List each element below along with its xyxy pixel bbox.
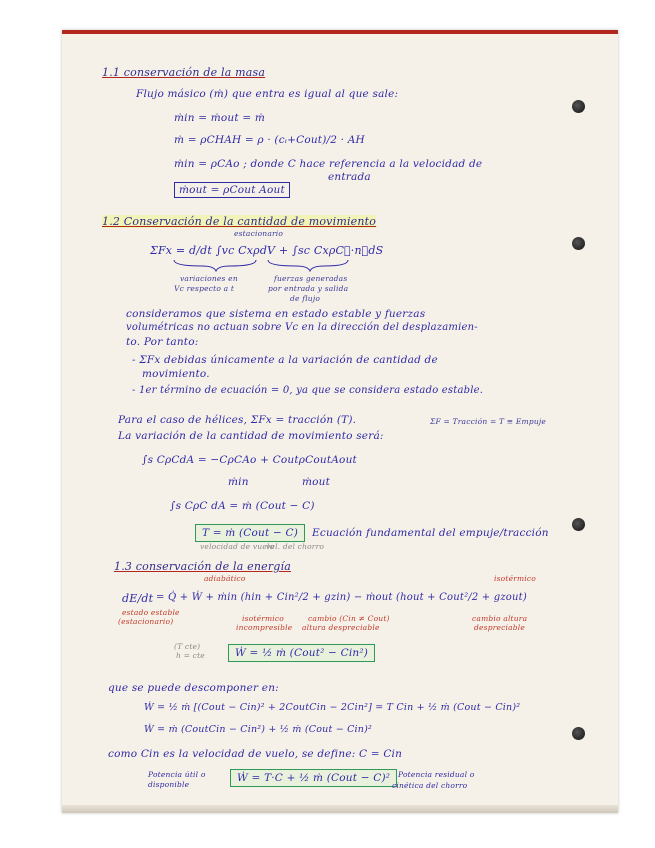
thrust-equation-note: Ecuación fundamental del empuje/tracción: [312, 527, 549, 539]
label-negligible: despreciable: [474, 623, 526, 632]
bullet-1: - ΣFx debidas únicamente a la variación de cantidad de: [132, 354, 438, 366]
label-useful-power-2: disponible: [148, 780, 190, 789]
bullet-2: - 1er término de ecuación = 0, ya que se considera estado estable.: [132, 385, 484, 396]
final-power-equation: Ẇ = T·C + ½ ṁ (Cout − C)²: [230, 769, 397, 787]
label-isothermal-top: isotérmico: [494, 574, 537, 583]
energy-eq: = Q̇ + Ẇ + ṁin (hin + Cin²/2 + gzin) − ṁout (hout + Cout²/2 + gzout): [156, 592, 527, 603]
label-residual-power-1: Potencia residual o: [398, 770, 475, 779]
label-altitude: altura despreciable: [302, 623, 380, 632]
binder-hole: [572, 237, 585, 250]
notebook-page: [62, 30, 618, 813]
thrust-equation: T = ṁ (Cout − C): [195, 524, 305, 542]
binder-hole: [572, 727, 585, 740]
binder-hole: [572, 100, 585, 113]
binder-hole: [572, 518, 585, 531]
momentum-para-2: volumétricas no actuan sobre Vc en la dirección del desplazamien-: [126, 322, 478, 333]
momentum-eq-6: ∫s CρC dA = ṁ (Cout − C): [170, 500, 315, 512]
decompose-intro: que se puede descomponer en:: [108, 682, 279, 694]
mass-eq-2: ṁ = ρCHAH = ρ · (cᵢ+Cout)/2 · AH: [174, 134, 365, 146]
momentum-eq: ΣFx = d/dt ∫vc CxρdV + ∫sc CxρC⃗·n⃗dS: [150, 244, 384, 257]
momentum-eq-5: ∫s CρCdA = −CρCAo + CoutρCoutAout: [142, 454, 357, 466]
label-residual-power-2: cinética del chorro: [392, 781, 468, 790]
mass-eq-3-cont: entrada: [328, 171, 371, 183]
page-top-edge: [62, 30, 618, 34]
mass-intro: Flujo másico (ṁ) que entra es igual al que sale:: [136, 88, 399, 100]
work-eq-2: Ẇ = ½ ṁ [(Cout − Cin)² + 2CoutCin − 2Cin²] = T Cin + ½ ṁ (Cout − Cin)²: [144, 702, 521, 713]
work-eq-3: Ẇ = ṁ (CoutCin − Cin²) + ½ ṁ (Cout − Cin)²: [144, 724, 373, 735]
bullet-1-cont: movimiento.: [142, 368, 210, 380]
mass-eq-3: ṁin = ρCAo ; donde C hace referencia a la velocidad de: [174, 158, 483, 170]
section-heading-energy: 1.3 conservación de la energía: [114, 560, 292, 573]
energy-lhs: dE/dt: [122, 592, 154, 605]
label-altitude-change: cambio altura: [472, 614, 528, 623]
label-stable: estado estable: [122, 608, 180, 617]
label-useful-power-1: Potencia útil o: [148, 770, 206, 779]
label-h-const: h = cte: [176, 651, 205, 660]
thrust-label-jet: vel. del chorro: [266, 542, 325, 551]
page-bottom-shadow: [62, 805, 618, 813]
label-change: cambio (Cin ≠ Cout): [308, 614, 390, 623]
thrust-label-flight: velocidad de vuelo: [200, 542, 275, 551]
label-incompressible: incompresible: [236, 623, 293, 632]
momentum-variation-intro: La variación de la cantidad de movimiento será:: [118, 430, 384, 442]
work-equation: Ẇ = ½ ṁ (Cout² − Cin²): [228, 644, 375, 662]
momentum-para-3: to. Por tanto:: [126, 336, 199, 348]
label-forces-3: de flujo: [290, 294, 321, 303]
label-forces-2: por entrada y salida: [268, 284, 349, 293]
label-adiabatic: adiabático: [204, 574, 246, 583]
label-variations-1: variaciones en: [180, 274, 238, 283]
propeller-note: ΣF = Tracción = T ≡ Empuje: [430, 417, 547, 426]
label-t-const: (T cte): [174, 642, 201, 651]
m-in-label: ṁin: [228, 476, 249, 488]
stationary-note: estacionario: [234, 229, 284, 238]
underbraces: [172, 258, 352, 272]
propeller-para: Para el caso de hélices, ΣFx = tracción (T).: [118, 414, 357, 426]
section-heading-mass: 1.1 conservación de la masa: [102, 66, 266, 79]
mass-eq-boxed: ṁout = ρCout Aout: [174, 182, 290, 198]
label-stable-2: (estacionario): [118, 617, 174, 626]
momentum-para-1: consideramos que sistema en estado estable y fuerzas: [126, 308, 426, 320]
mass-eq-1: ṁin = ṁout = ṁ: [174, 112, 266, 124]
label-isothermal: isotérmico: [242, 614, 285, 623]
label-variations-2: Vc respecto a t: [174, 284, 235, 293]
flight-speed-definition: como Cin es la velocidad de vuelo, se define: C = Cin: [108, 748, 403, 760]
label-forces-1: fuerzas generadas: [274, 274, 348, 283]
section-heading-momentum: 1.2 Conservación de la cantidad de movimiento: [102, 215, 377, 228]
m-out-label: ṁout: [302, 476, 331, 488]
